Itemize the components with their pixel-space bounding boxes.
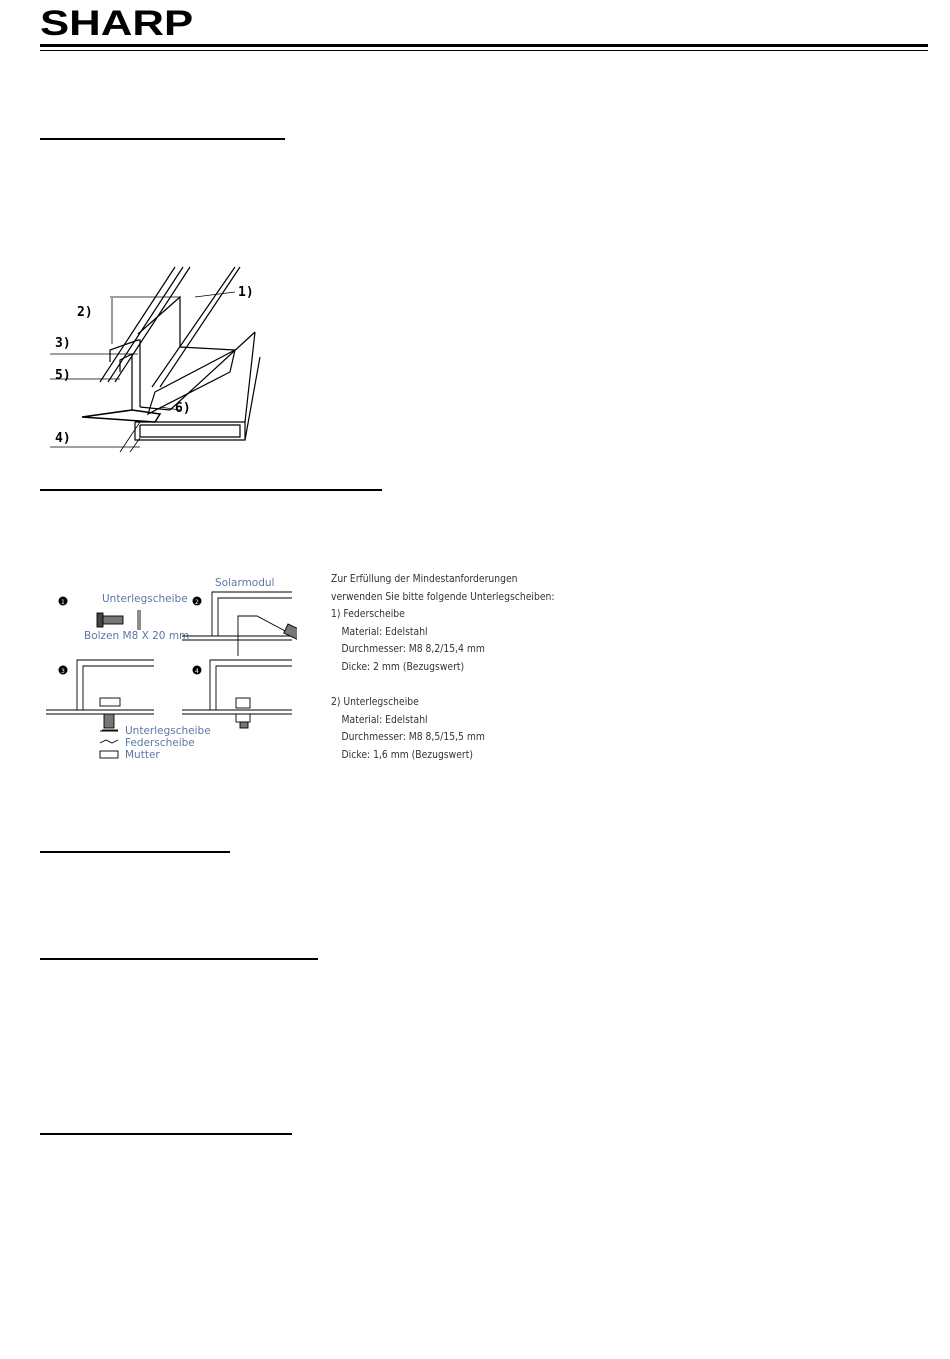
notes-item2-thickness: Dicke: 1,6 mm (Bezugswert): [341, 748, 473, 761]
notes-intro-line-1: Zur Erfüllung der Mindestanforderungen: [331, 573, 518, 585]
callout-1: 1): [238, 285, 254, 300]
section-heading-rule-1: [40, 138, 285, 140]
step-4-number: 4: [195, 668, 199, 675]
label-washer: Unterlegscheibe: [102, 593, 188, 605]
notes-item1-material: Material: Edelstahl: [341, 625, 428, 638]
rail-profile-diagram: [40, 262, 270, 462]
callout-3: 3): [55, 336, 71, 351]
section-heading-rule-2: [40, 489, 382, 491]
notes-item2-title: 2) Unterlegscheibe: [331, 696, 419, 709]
section-heading-rule-5: [40, 1133, 292, 1135]
callout-6: 6): [175, 401, 191, 416]
notes-item1-diameter: Durchmesser: M8 8,2/15,4 mm: [341, 643, 485, 656]
callout-2: 2): [77, 305, 93, 320]
step-3-number: 3: [61, 668, 65, 675]
callout-4: 4): [55, 431, 71, 446]
label-bolt: Bolzen M8 X 20 mm: [84, 630, 190, 642]
notes-item1-title: 1) Federscheibe: [331, 608, 405, 621]
callout-5: 5): [55, 368, 71, 383]
section-heading-rule-4: [40, 958, 318, 960]
notes-item1-thickness: Dicke: 2 mm (Bezugswert): [341, 660, 465, 673]
notes-spacer: [331, 677, 560, 695]
legend-spring-washer: Federscheibe: [125, 737, 195, 749]
header-rule-thick: [40, 44, 928, 47]
header-rule-thin: [40, 50, 928, 51]
washer-requirements-notes: [331, 571, 560, 765]
section-heading-rule-3: [40, 851, 230, 853]
legend-nut: Mutter: [125, 749, 160, 761]
legend-washer: Unterlegscheibe: [125, 725, 211, 737]
label-solar-module: Solarmodul: [215, 577, 275, 589]
step-1-number: 1: [61, 599, 65, 606]
notes-item2-material: Material: Edelstahl: [341, 713, 428, 726]
bolt-assembly-diagram: [42, 574, 297, 764]
notes-intro-line-2: verwenden Sie bitte folgende Unterlegscheiben:: [331, 590, 555, 603]
notes-item2-diameter: Durchmesser: M8 8,5/15,5 mm: [341, 731, 485, 744]
sharp-logo: SHARP: [40, 4, 194, 43]
step-2-number: 2: [195, 599, 199, 606]
